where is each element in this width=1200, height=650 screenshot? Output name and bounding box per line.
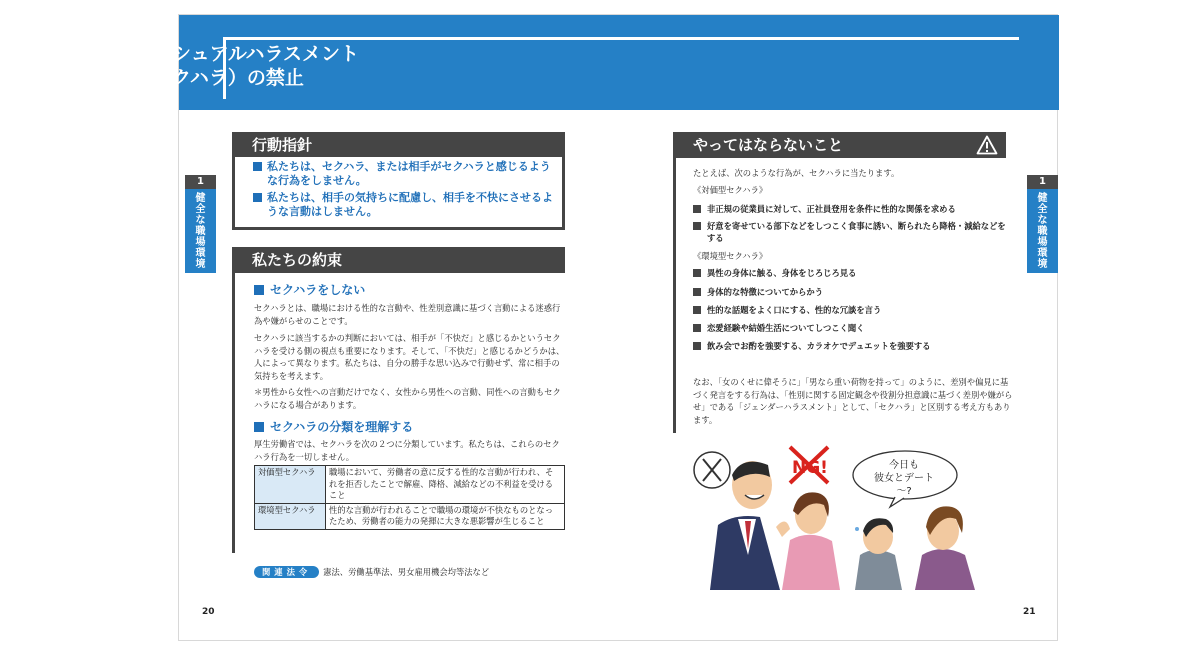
- table-row: [255, 466, 565, 504]
- donts-side-bar: [673, 158, 676, 433]
- square-bullet-icon: [693, 269, 701, 277]
- sub-heading-classification: セクハラの分類を理解する: [254, 420, 413, 434]
- square-bullet-icon: [254, 422, 264, 432]
- promise-heading: 私たちの約束: [232, 247, 565, 273]
- hostile-env-label: 《環境型セクハラ》: [693, 251, 768, 261]
- side-tab-label: 健全な職場環境: [1037, 193, 1048, 270]
- square-bullet-icon: [253, 162, 262, 171]
- guideline-item: 私たちは、相手の気持ちに配慮し、相手を不快にさせるような言動はしません。: [253, 191, 553, 219]
- side-tab-left: [185, 175, 216, 273]
- square-bullet-icon: [693, 306, 701, 314]
- paragraph-note: ＊男性から女性への言動だけでなく、女性から男性への言動、同性への言動もセクハラになる場合があります。: [254, 387, 561, 410]
- square-bullet-icon: [254, 285, 264, 295]
- table-cell-desc: 性的な言動が行われることで職場の環境が不快なものとなったため、労働者の能力の発揮に大きな悪影響が生じること: [326, 503, 565, 529]
- side-tab-number: 1: [185, 175, 216, 189]
- side-tab-right: [1027, 175, 1058, 273]
- title-line1: セクシュアルハラスメント: [134, 43, 359, 65]
- table-cell-type: 環境型セクハラ: [255, 503, 326, 529]
- harassment-illustration: [690, 445, 990, 590]
- paragraph-judgement: セクハラに該当するかの判断においては、相手が「不快だ」と感じるかというセクハラを受ける側の視点も重要になります。そして、「不快だ」と感じるかどうかは、人によって異なります。私たちは、自分の勝手な思い込みで行動せず、常に相手の気持ちを考えます。: [254, 333, 565, 381]
- list-item: 恋愛経験や結婚生活についてしつこく聞く: [693, 323, 1013, 335]
- donts-heading: やってはならないこと: [673, 132, 1006, 158]
- square-bullet-icon: [693, 205, 701, 213]
- quid-pro-quo-label: 《対価型セクハラ》: [693, 185, 768, 195]
- guideline-heading: 行動指針: [232, 132, 565, 158]
- side-tab-number: 1: [1027, 175, 1058, 189]
- related-law-text: 憲法、労働基準法、男女雇用機会均等法など: [323, 567, 490, 577]
- list-item: 非正規の従業員に対して、正社員登用を条件に性的な関係を求める: [693, 204, 1013, 216]
- list-item: 身体的な特徴についてからかう: [693, 287, 1013, 299]
- classification-table: [254, 465, 565, 530]
- square-bullet-icon: [693, 342, 701, 350]
- section-number: 1-5: [76, 43, 111, 65]
- page-title: [76, 42, 359, 90]
- table-cell-type: 対価型セクハラ: [255, 466, 326, 504]
- guideline-item: 私たちは、セクハラ、または相手がセクハラと感じるような行為をしません。: [253, 160, 553, 188]
- promise-side-bar: [232, 273, 235, 553]
- paragraph-classification: 厚生労働省では、セクハラを次の２つに分類しています。私たちは、これらのセクハラ行為を一切しません。: [254, 439, 560, 462]
- list-item: 性的な話題をよく口にする、性的な冗談を言う: [693, 305, 1013, 317]
- related-law-tag: 関連法令: [254, 566, 319, 578]
- related-law: [254, 566, 489, 578]
- table-cell-desc: 職場において、労働者の意に反する性的な言動が行われ、それを拒否したことで解雇、降格、減給などの不利益を受けること: [326, 466, 565, 504]
- page-number-right: 21: [1023, 607, 1036, 617]
- warning-icon: [976, 135, 998, 155]
- square-bullet-icon: [693, 288, 701, 296]
- sub-heading-no-harassment: セクハラをしない: [254, 283, 365, 297]
- square-bullet-icon: [693, 324, 701, 332]
- square-bullet-icon: [253, 193, 262, 202]
- donts-intro: たとえば、次のような行為が、セクハラに当たります。: [693, 168, 900, 178]
- paragraph-definition: セクハラとは、職場における性的な言動や、性差別意識に基づく言動による迷惑行為や嫌がらせのことです。: [254, 303, 561, 326]
- side-tab-label: 健全な職場環境: [195, 193, 206, 270]
- speech-text: 今日も 彼女とデート～?: [874, 460, 934, 497]
- page-number-left: 20: [202, 607, 215, 617]
- no-dining-icon: [694, 452, 730, 488]
- closing-paragraph: なお、「女のくせに偉そうに」「男なら重い荷物を持って」のように、差別や偏見に基づく発言をする行為は、「性別に関する固定観念や役割分担意識に基づく差別や嫌がらせ」である「ジェンダーハラスメント」として、「セクハラ」と区別する考え方もあります。: [693, 377, 1013, 425]
- list-item: 異性の身体に触る、身体をじろじろ見る: [693, 268, 1013, 280]
- square-bullet-icon: [693, 222, 701, 230]
- ng-label: NG!: [792, 458, 828, 478]
- guideline-box: [232, 157, 565, 230]
- list-item: 好意を寄せている部下などをしつこく食事に誘い、断られたら降格・減給などをする: [693, 221, 1013, 244]
- table-row: [255, 503, 565, 529]
- list-item: 飲み会でお酌を強要する、カラオケでデュエットを強要する: [693, 341, 1013, 353]
- title-line2: （セクハラ）の禁止: [134, 67, 304, 89]
